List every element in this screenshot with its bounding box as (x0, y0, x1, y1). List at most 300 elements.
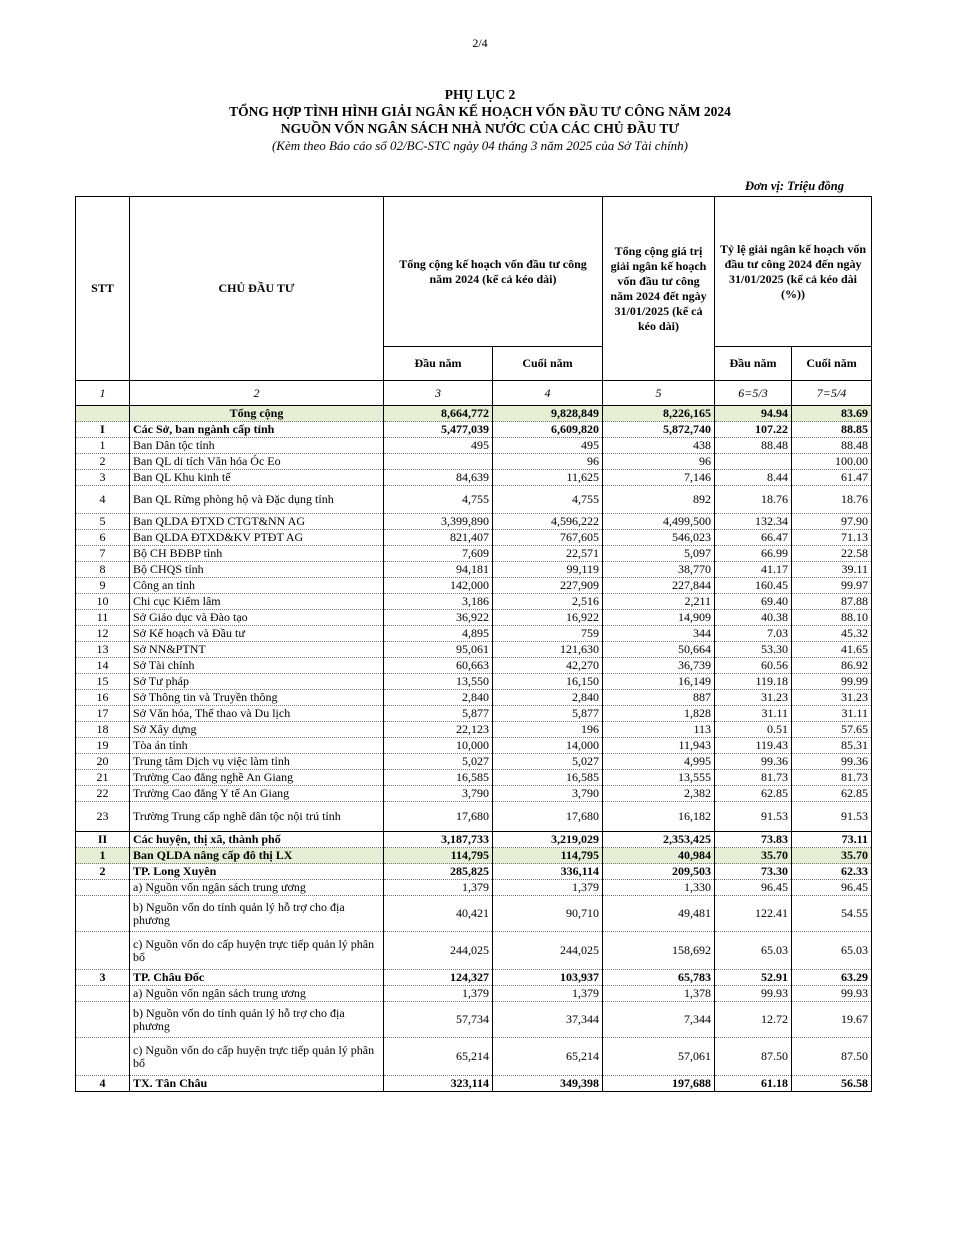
table-row (76, 802, 872, 832)
disbursed-cell: 5,872,740 (603, 422, 715, 438)
header-plan: Tổng cộng kế hoạch vốn đầu tư công năm 2024 (kể cả kéo dài) (384, 197, 603, 347)
ratio-start-cell: 66.99 (715, 546, 792, 562)
ratio-end-cell: 57.65 (792, 722, 872, 738)
report-subtitle: NGUỒN VỐN NGÂN SÁCH NHÀ NƯỚC CỦA CÁC CHỦ ĐẦU TƯ (280, 121, 680, 136)
table-row (76, 786, 872, 802)
plan-start-cell: 3,790 (384, 786, 493, 802)
table-row (76, 594, 872, 610)
disbursed-cell: 14,909 (603, 610, 715, 626)
plan-start-cell (384, 454, 493, 470)
ratio-start-cell: 119.43 (715, 738, 792, 754)
header-plan-start: Đầu năm (384, 347, 493, 381)
disbursed-cell: 7,146 (603, 470, 715, 486)
ratio-end-cell: 39.11 (792, 562, 872, 578)
plan-start-cell: 821,407 (384, 530, 493, 546)
ratio-start-cell: 119.18 (715, 674, 792, 690)
ratio-start-cell: 60.56 (715, 658, 792, 674)
index-cell: 4 (493, 381, 603, 406)
table-row (76, 754, 872, 770)
plan-end-cell: 3,219,029 (493, 832, 603, 848)
ratio-start-cell: 69.40 (715, 594, 792, 610)
owner-cell: Trường Cao đẳng Y tế An Giang (130, 786, 384, 802)
ratio-start-cell: 7.03 (715, 626, 792, 642)
stt-cell (76, 986, 130, 1002)
plan-start-cell: 40,421 (384, 896, 493, 932)
table-row (76, 546, 872, 562)
plan-end-cell: 96 (493, 454, 603, 470)
stt-cell (76, 406, 130, 422)
header-plan-end: Cuối năm (493, 347, 603, 381)
table-row (76, 658, 872, 674)
stt-cell: 21 (76, 770, 130, 786)
ratio-end-cell: 88.85 (792, 422, 872, 438)
owner-cell: b) Nguồn vốn do tỉnh quản lý hỗ trợ cho địa phương (130, 1002, 384, 1038)
owner-cell: Sở Xây dựng (130, 722, 384, 738)
plan-end-cell: 37,344 (493, 1002, 603, 1038)
table-row (76, 706, 872, 722)
stt-cell: 18 (76, 722, 130, 738)
stt-cell: 15 (76, 674, 130, 690)
table-row (76, 578, 872, 594)
index-cell: 5 (603, 381, 715, 406)
index-cell: 7=5/4 (792, 381, 872, 406)
stt-cell: 4 (76, 1076, 130, 1092)
header-ratio-end: Cuối năm (792, 347, 872, 381)
ratio-start-cell: 107.22 (715, 422, 792, 438)
disbursed-cell: 96 (603, 454, 715, 470)
index-cell: 2 (130, 381, 384, 406)
plan-end-cell: 22,571 (493, 546, 603, 562)
disbursed-cell: 546,023 (603, 530, 715, 546)
plan-start-cell: 142,000 (384, 578, 493, 594)
ratio-start-cell: 31.11 (715, 706, 792, 722)
table-row (76, 880, 872, 896)
owner-cell: Sở Tư pháp (130, 674, 384, 690)
stt-cell: 22 (76, 786, 130, 802)
owner-cell: Bộ CH BĐBP tỉnh (130, 546, 384, 562)
plan-end-cell: 1,379 (493, 986, 603, 1002)
ratio-end-cell: 99.36 (792, 754, 872, 770)
disbursed-cell: 11,943 (603, 738, 715, 754)
table-row (76, 1076, 872, 1092)
ratio-start-cell: 8.44 (715, 470, 792, 486)
owner-cell: TP. Long Xuyên (130, 864, 384, 880)
plan-end-cell: 114,795 (493, 848, 603, 864)
table-row (76, 864, 872, 880)
disbursed-cell: 50,664 (603, 642, 715, 658)
header-ratio: Tỷ lệ giải ngân kế hoạch vốn đầu tư công 2024 đến ngày 31/01/2025 (kể cả kéo dài (%)) (715, 197, 872, 347)
disbursed-cell: 16,182 (603, 802, 715, 832)
owner-cell: Ban QLDA ĐTXD&KV PTĐT AG (130, 530, 384, 546)
plan-start-cell: 7,609 (384, 546, 493, 562)
owner-cell: Ban QL di tích Văn hóa Óc Eo (130, 454, 384, 470)
plan-end-cell: 99,119 (493, 562, 603, 578)
plan-end-cell: 4,755 (493, 486, 603, 514)
ratio-end-cell: 35.70 (792, 848, 872, 864)
disbursed-cell: 7,344 (603, 1002, 715, 1038)
stt-cell: 3 (76, 970, 130, 986)
disbursed-cell: 16,149 (603, 674, 715, 690)
stt-cell: 1 (76, 848, 130, 864)
owner-cell: Sở Thông tin và Truyền thông (130, 690, 384, 706)
plan-start-cell: 114,795 (384, 848, 493, 864)
stt-cell: 16 (76, 690, 130, 706)
table-row (76, 562, 872, 578)
ratio-end-cell: 99.97 (792, 578, 872, 594)
header-stt: STT (76, 197, 130, 381)
ratio-end-cell: 41.65 (792, 642, 872, 658)
stt-cell (76, 896, 130, 932)
table-row (76, 770, 872, 786)
ratio-start-cell: 81.73 (715, 770, 792, 786)
owner-cell: Công an tỉnh (130, 578, 384, 594)
stt-cell: 2 (76, 864, 130, 880)
ratio-start-cell: 73.83 (715, 832, 792, 848)
disbursed-cell: 1,330 (603, 880, 715, 896)
owner-cell: Sở Giáo dục và Đào tạo (130, 610, 384, 626)
stt-cell: 17 (76, 706, 130, 722)
plan-end-cell: 17,680 (493, 802, 603, 832)
stt-cell: 9 (76, 578, 130, 594)
plan-start-cell: 84,639 (384, 470, 493, 486)
table-row (76, 722, 872, 738)
plan-end-cell: 767,605 (493, 530, 603, 546)
plan-end-cell: 495 (493, 438, 603, 454)
ratio-start-cell: 53.30 (715, 642, 792, 658)
table-row (76, 970, 872, 986)
ratio-end-cell: 19.67 (792, 1002, 872, 1038)
owner-cell: Tổng cộng (130, 406, 384, 422)
table-row (76, 514, 872, 530)
ratio-end-cell: 88.10 (792, 610, 872, 626)
ratio-end-cell: 62.33 (792, 864, 872, 880)
ratio-start-cell: 132.34 (715, 514, 792, 530)
plan-start-cell: 5,477,039 (384, 422, 493, 438)
disbursed-cell: 438 (603, 438, 715, 454)
plan-start-cell: 2,840 (384, 690, 493, 706)
ratio-start-cell: 99.93 (715, 986, 792, 1002)
table-row (76, 738, 872, 754)
ratio-end-cell: 81.73 (792, 770, 872, 786)
ratio-end-cell: 96.45 (792, 880, 872, 896)
ratio-end-cell: 22.58 (792, 546, 872, 562)
stt-cell: 8 (76, 562, 130, 578)
plan-start-cell: 5,027 (384, 754, 493, 770)
owner-cell: b) Nguồn vốn do tỉnh quản lý hỗ trợ cho địa phương (130, 896, 384, 932)
owner-cell: TP. Châu Đốc (130, 970, 384, 986)
table-row (76, 626, 872, 642)
table-row (76, 422, 872, 438)
stt-cell: 11 (76, 610, 130, 626)
plan-start-cell: 495 (384, 438, 493, 454)
stt-cell: 13 (76, 642, 130, 658)
plan-start-cell: 17,680 (384, 802, 493, 832)
table-row (76, 932, 872, 970)
ratio-end-cell: 71.13 (792, 530, 872, 546)
disbursed-cell: 1,828 (603, 706, 715, 722)
plan-end-cell: 16,585 (493, 770, 603, 786)
owner-cell: Sở NN&PTNT (130, 642, 384, 658)
ratio-start-cell: 61.18 (715, 1076, 792, 1092)
ratio-end-cell: 54.55 (792, 896, 872, 932)
ratio-start-cell: 99.36 (715, 754, 792, 770)
disbursed-cell: 158,692 (603, 932, 715, 970)
ratio-start-cell: 73.30 (715, 864, 792, 880)
disbursed-cell: 113 (603, 722, 715, 738)
owner-cell: a) Nguồn vốn ngân sách trung ương (130, 880, 384, 896)
plan-end-cell: 349,398 (493, 1076, 603, 1092)
plan-start-cell: 94,181 (384, 562, 493, 578)
ratio-start-cell: 88.48 (715, 438, 792, 454)
owner-cell: Các Sở, ban ngành cấp tỉnh (130, 422, 384, 438)
disbursed-cell: 887 (603, 690, 715, 706)
disbursed-cell: 49,481 (603, 896, 715, 932)
plan-end-cell: 2,516 (493, 594, 603, 610)
unit-label: Đơn vị: Triệu đồng (745, 179, 844, 193)
plan-end-cell: 1,379 (493, 880, 603, 896)
table-row (76, 1002, 872, 1038)
ratio-end-cell: 91.53 (792, 802, 872, 832)
ratio-end-cell: 87.50 (792, 1038, 872, 1076)
owner-cell: Sở Tài chính (130, 658, 384, 674)
plan-start-cell: 16,585 (384, 770, 493, 786)
plan-start-cell: 95,061 (384, 642, 493, 658)
plan-start-cell: 244,025 (384, 932, 493, 970)
plan-end-cell: 14,000 (493, 738, 603, 754)
disbursed-cell: 5,097 (603, 546, 715, 562)
ratio-end-cell: 31.11 (792, 706, 872, 722)
stt-cell (76, 932, 130, 970)
table-row (76, 690, 872, 706)
disbursed-cell: 227,844 (603, 578, 715, 594)
plan-start-cell: 1,379 (384, 986, 493, 1002)
ratio-start-cell: 160.45 (715, 578, 792, 594)
owner-cell: a) Nguồn vốn ngân sách trung ương (130, 986, 384, 1002)
disbursed-cell: 1,378 (603, 986, 715, 1002)
plan-start-cell: 60,663 (384, 658, 493, 674)
ratio-end-cell: 99.99 (792, 674, 872, 690)
plan-start-cell: 10,000 (384, 738, 493, 754)
table-row (76, 674, 872, 690)
report-reference: (Kèm theo Báo cáo số 02/BC-STC ngày 04 tháng 3 năm 2025 của Sở Tài chính) (271, 138, 689, 153)
ratio-end-cell: 86.92 (792, 658, 872, 674)
plan-start-cell: 36,922 (384, 610, 493, 626)
ratio-end-cell: 31.23 (792, 690, 872, 706)
table-row (76, 896, 872, 932)
plan-start-cell: 124,327 (384, 970, 493, 986)
disbursed-cell: 892 (603, 486, 715, 514)
stt-cell: 20 (76, 754, 130, 770)
plan-start-cell: 3,187,733 (384, 832, 493, 848)
ratio-end-cell: 62.85 (792, 786, 872, 802)
ratio-end-cell: 73.11 (792, 832, 872, 848)
plan-end-cell: 196 (493, 722, 603, 738)
index-cell: 6=5/3 (715, 381, 792, 406)
owner-cell: Các huyện, thị xã, thành phố (130, 832, 384, 848)
ratio-end-cell: 87.88 (792, 594, 872, 610)
disbursed-cell: 209,503 (603, 864, 715, 880)
disbursement-table (75, 196, 872, 1092)
ratio-start-cell: 94.94 (715, 406, 792, 422)
owner-cell: Ban Dân tộc tỉnh (130, 438, 384, 454)
owner-cell: Bộ CHQS tỉnh (130, 562, 384, 578)
stt-cell: 3 (76, 470, 130, 486)
disbursed-cell: 197,688 (603, 1076, 715, 1092)
owner-cell: Ban QL Khu kinh tế (130, 470, 384, 486)
column-index-row (76, 381, 872, 406)
table-row (76, 1038, 872, 1076)
disbursed-cell: 2,211 (603, 594, 715, 610)
stt-cell: 23 (76, 802, 130, 832)
plan-end-cell: 42,270 (493, 658, 603, 674)
disbursed-cell: 2,353,425 (603, 832, 715, 848)
appendix-title: PHỤ LỤC 2 (444, 87, 516, 102)
ratio-start-cell: 18.76 (715, 486, 792, 514)
disbursed-cell: 65,783 (603, 970, 715, 986)
plan-start-cell: 13,550 (384, 674, 493, 690)
owner-cell: Ban QLDA ĐTXD CTGT&NN AG (130, 514, 384, 530)
ratio-start-cell: 122.41 (715, 896, 792, 932)
ratio-start-cell: 0.51 (715, 722, 792, 738)
ratio-end-cell: 61.47 (792, 470, 872, 486)
ratio-end-cell: 45.32 (792, 626, 872, 642)
stt-cell: 1 (76, 438, 130, 454)
plan-start-cell: 4,895 (384, 626, 493, 642)
disbursed-cell: 36,739 (603, 658, 715, 674)
plan-start-cell: 3,399,890 (384, 514, 493, 530)
ratio-start-cell: 52.91 (715, 970, 792, 986)
plan-end-cell: 336,114 (493, 864, 603, 880)
ratio-end-cell: 18.76 (792, 486, 872, 514)
owner-cell: Sở Văn hóa, Thể thao và Du lịch (130, 706, 384, 722)
disbursed-cell: 344 (603, 626, 715, 642)
owner-cell: Sở Kế hoạch và Đầu tư (130, 626, 384, 642)
ratio-end-cell: 97.90 (792, 514, 872, 530)
plan-start-cell: 22,123 (384, 722, 493, 738)
ratio-start-cell: 65.03 (715, 932, 792, 970)
disbursed-cell: 4,995 (603, 754, 715, 770)
index-cell: 1 (76, 381, 130, 406)
stt-cell (76, 880, 130, 896)
ratio-start-cell: 40.38 (715, 610, 792, 626)
ratio-start-cell: 91.53 (715, 802, 792, 832)
plan-start-cell: 323,114 (384, 1076, 493, 1092)
stt-cell: I (76, 422, 130, 438)
ratio-end-cell: 63.29 (792, 970, 872, 986)
table-row (76, 438, 872, 454)
ratio-start-cell: 87.50 (715, 1038, 792, 1076)
header-disbursed: Tổng cộng giá trị giải ngân kế hoạch vốn đầu tư công năm 2024 đết ngày 31/01/2025 (kể cả kéo dài) (603, 197, 715, 381)
ratio-start-cell: 62.85 (715, 786, 792, 802)
plan-start-cell: 65,214 (384, 1038, 493, 1076)
stt-cell (76, 1002, 130, 1038)
table-row (76, 986, 872, 1002)
table-row (76, 832, 872, 848)
owner-cell: Trường Trung cấp nghề dân tộc nội trú tỉnh (130, 802, 384, 832)
owner-cell: c) Nguồn vốn do cấp huyện trực tiếp quản lý phân bổ (130, 932, 384, 970)
plan-end-cell: 5,877 (493, 706, 603, 722)
ratio-end-cell: 100.00 (792, 454, 872, 470)
table-row (76, 530, 872, 546)
plan-end-cell: 759 (493, 626, 603, 642)
owner-cell: Chi cục Kiểm lâm (130, 594, 384, 610)
owner-cell: Ban QL Rừng phòng hộ và Đặc dụng tỉnh (130, 486, 384, 514)
plan-end-cell: 6,609,820 (493, 422, 603, 438)
table-row (76, 486, 872, 514)
stt-cell (76, 1038, 130, 1076)
table-row (76, 642, 872, 658)
owner-cell: Ban QLDA nâng cấp đô thị LX (130, 848, 384, 864)
table-row (76, 470, 872, 486)
stt-cell: 6 (76, 530, 130, 546)
ratio-start-cell: 31.23 (715, 690, 792, 706)
stt-cell: 19 (76, 738, 130, 754)
ratio-start-cell: 41.17 (715, 562, 792, 578)
plan-end-cell: 65,214 (493, 1038, 603, 1076)
stt-cell: 7 (76, 546, 130, 562)
ratio-start-cell: 96.45 (715, 880, 792, 896)
owner-cell: Trung tâm Dịch vụ việc làm tỉnh (130, 754, 384, 770)
plan-end-cell: 4,596,222 (493, 514, 603, 530)
table-row (76, 406, 872, 422)
owner-cell: c) Nguồn vốn do cấp huyện trực tiếp quản lý phân bổ (130, 1038, 384, 1076)
plan-start-cell: 8,664,772 (384, 406, 493, 422)
report-title: TỔNG HỢP TÌNH HÌNH GIẢI NGÂN KẾ HOẠCH VỐN ĐẦU TƯ CÔNG NĂM 2024 (229, 104, 731, 119)
plan-start-cell: 4,755 (384, 486, 493, 514)
table-row (76, 848, 872, 864)
plan-start-cell: 57,734 (384, 1002, 493, 1038)
plan-start-cell: 285,825 (384, 864, 493, 880)
plan-end-cell: 16,922 (493, 610, 603, 626)
plan-end-cell: 3,790 (493, 786, 603, 802)
disbursed-cell: 40,984 (603, 848, 715, 864)
disbursed-cell: 8,226,165 (603, 406, 715, 422)
stt-cell: 14 (76, 658, 130, 674)
plan-end-cell: 227,909 (493, 578, 603, 594)
header-ratio-start: Đầu năm (715, 347, 792, 381)
ratio-end-cell: 99.93 (792, 986, 872, 1002)
ratio-end-cell: 88.48 (792, 438, 872, 454)
plan-end-cell: 121,630 (493, 642, 603, 658)
disbursed-cell: 4,499,500 (603, 514, 715, 530)
disbursed-cell: 2,382 (603, 786, 715, 802)
ratio-start-cell: 35.70 (715, 848, 792, 864)
stt-cell: 10 (76, 594, 130, 610)
ratio-end-cell: 56.58 (792, 1076, 872, 1092)
stt-cell: 2 (76, 454, 130, 470)
plan-end-cell: 90,710 (493, 896, 603, 932)
disbursed-cell: 13,555 (603, 770, 715, 786)
plan-end-cell: 9,828,849 (493, 406, 603, 422)
disbursed-cell: 38,770 (603, 562, 715, 578)
plan-end-cell: 5,027 (493, 754, 603, 770)
plan-end-cell: 16,150 (493, 674, 603, 690)
owner-cell: Tòa án tỉnh (130, 738, 384, 754)
ratio-start-cell (715, 454, 792, 470)
table-row (76, 610, 872, 626)
plan-start-cell: 3,186 (384, 594, 493, 610)
plan-start-cell: 1,379 (384, 880, 493, 896)
stt-cell: 5 (76, 514, 130, 530)
index-cell: 3 (384, 381, 493, 406)
ratio-end-cell: 85.31 (792, 738, 872, 754)
plan-start-cell: 5,877 (384, 706, 493, 722)
stt-cell: 12 (76, 626, 130, 642)
page-number: 2/4 (472, 36, 488, 50)
header-owner: CHỦ ĐẦU TƯ (130, 197, 384, 381)
ratio-end-cell: 65.03 (792, 932, 872, 970)
plan-end-cell: 244,025 (493, 932, 603, 970)
